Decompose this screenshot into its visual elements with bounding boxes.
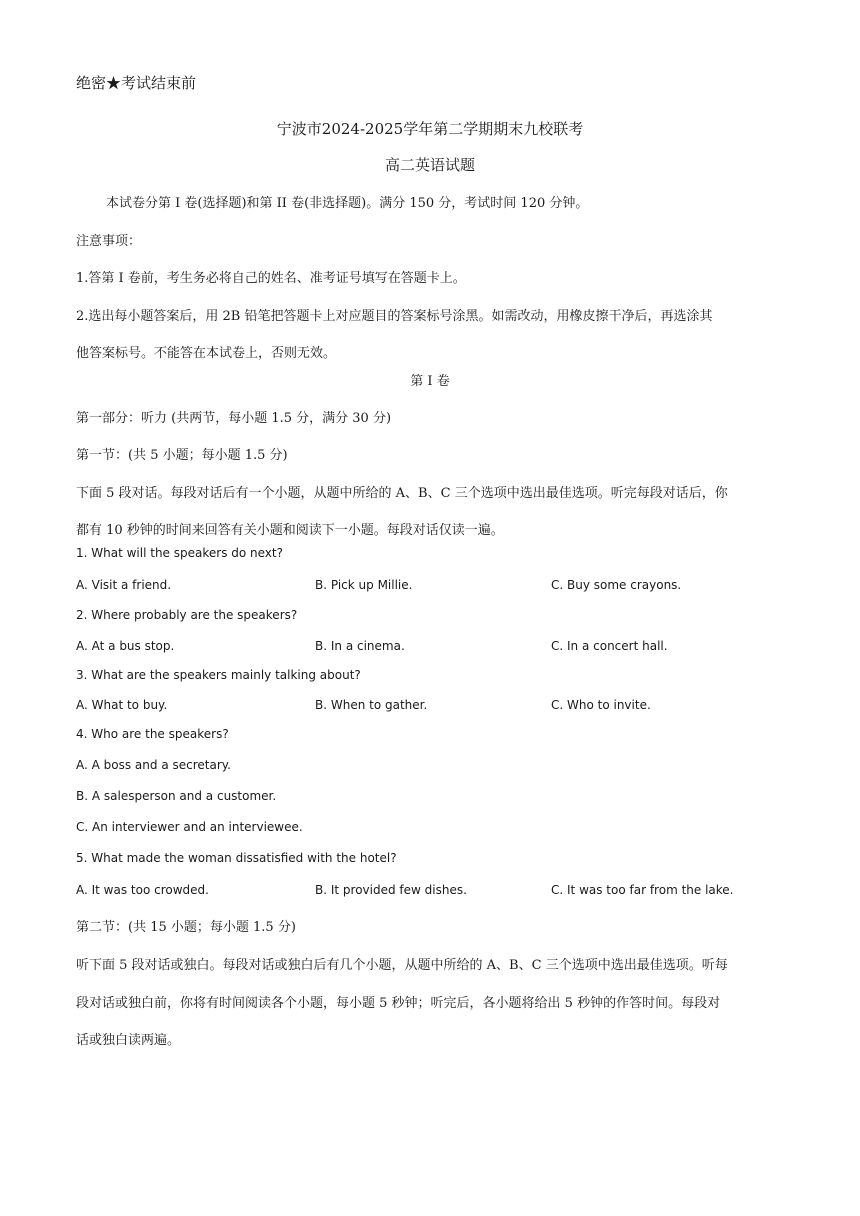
- question-stem: 1. What will the speakers do next?: [76, 546, 283, 560]
- notice-item-2-line2: 他答案标号。不能答在本试卷上，否则无效。: [76, 346, 337, 361]
- option-a: A. Visit a friend.: [76, 578, 172, 592]
- option-a: A. It was too crowded.: [76, 883, 209, 897]
- paper-info: 本试卷分第 I 卷(选择题)和第 II 卷(非选择题)。满分 150 分，考试时间 120 分钟。: [106, 196, 589, 211]
- notice-item-1: 1.答第 I 卷前，考生务必将自己的姓名、准考证号填写在答题卡上。: [76, 271, 466, 286]
- option-c: C. In a concert hall.: [551, 639, 668, 653]
- option-a: A. A boss and a secretary.: [76, 758, 231, 772]
- section1-instruction-line2: 都有 10 秒钟的时间来回答有关小题和阅读下一小题。每段对话仅读一遍。: [76, 523, 504, 538]
- section2-heading: 第二节：(共 15 小题；每小题 1.5 分): [76, 920, 296, 935]
- notice-item-2-line1: 2.选出每小题答案后，用 2B 铅笔把答题卡上对应题目的答案标号涂黑。如需改动，用橡皮擦干净后，再选涂其: [76, 309, 713, 324]
- question-stem: 4. Who are the speakers?: [76, 727, 229, 741]
- section2-instruction-line3: 话或独白读两遍。: [76, 1033, 181, 1048]
- section2-instruction-line1: 听下面 5 段对话或独白。每段对话或独白后有几个小题，从题中所给的 A、B、C 三个选项中选出最佳选项。听每: [76, 958, 728, 973]
- option-c: C. An interviewer and an interviewee.: [76, 820, 303, 834]
- section1-instruction-line1: 下面 5 段对话。每段对话后有一个小题，从题中所给的 A、B、C 三个选项中选出最佳选项。听完每段对话后，你: [76, 486, 728, 501]
- section1-heading: 第一节：(共 5 小题；每小题 1.5 分): [76, 448, 288, 463]
- option-b: B. It provided few dishes.: [315, 883, 467, 897]
- subject-title: 高二英语试题: [384, 156, 475, 174]
- option-b: B. Pick up Millie.: [315, 578, 413, 592]
- option-b: B. A salesperson and a customer.: [76, 789, 277, 803]
- exam-title: 宁波市2024-2025学年第二学期期末九校联考: [276, 120, 584, 138]
- volume-heading: 第 I 卷: [410, 374, 450, 389]
- secret-mark: 绝密★考试结束前: [76, 74, 197, 92]
- notice-heading: 注意事项：: [76, 234, 142, 249]
- option-c: C. Who to invite.: [551, 698, 651, 712]
- option-a: A. At a bus stop.: [76, 639, 175, 653]
- option-b: B. When to gather.: [315, 698, 428, 712]
- option-c: C. Buy some crayons.: [551, 578, 682, 592]
- question-stem: 2. Where probably are the speakers?: [76, 608, 298, 622]
- option-a: A. What to buy.: [76, 698, 168, 712]
- question-stem: 5. What made the woman dissatisfied with the hotel?: [76, 851, 397, 865]
- question-stem: 3. What are the speakers mainly talking about?: [76, 668, 361, 682]
- option-b: B. In a cinema.: [315, 639, 405, 653]
- part1-heading: 第一部分：听力 (共两节，每小题 1.5 分，满分 30 分): [76, 411, 392, 426]
- section2-instruction-line2: 段对话或独白前，你将有时间阅读各个小题，每小题 5 秒钟；听完后，各小题将给出 5 秒钟的作答时间。每段对: [76, 996, 721, 1011]
- option-c: C. It was too far from the lake.: [551, 883, 734, 897]
